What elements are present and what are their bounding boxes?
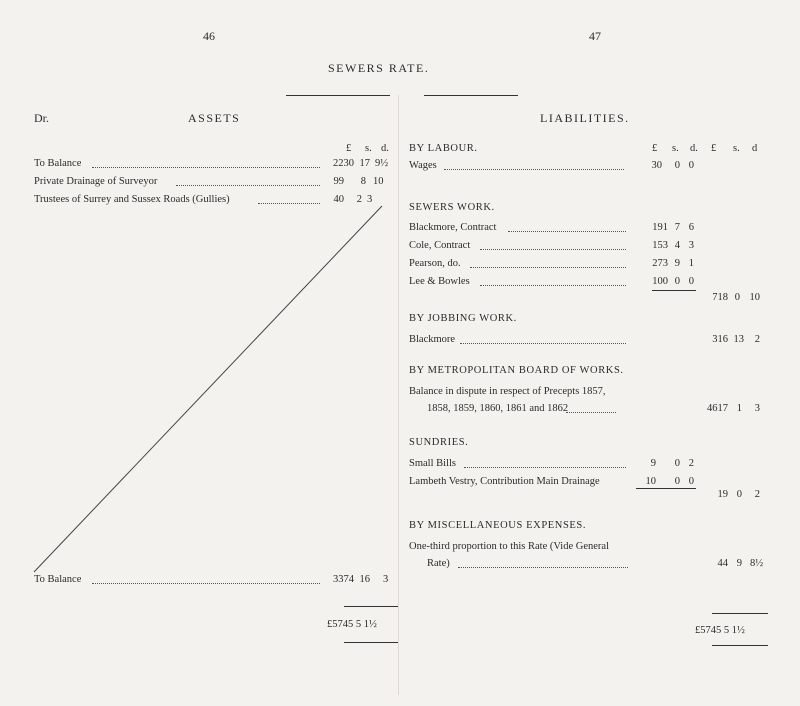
sewers-row-pounds: 191 (652, 222, 668, 233)
leader-dots (566, 412, 616, 413)
liabilities-total: £5745 5 1½ (695, 625, 745, 636)
asset-row-label: Private Drainage of Surveyor (34, 176, 158, 187)
leader-dots (92, 583, 320, 584)
assets-total: £5745 5 1½ (327, 619, 377, 630)
asset-row-shillings: 17 (359, 158, 370, 169)
sewers-total-pounds: 718 (712, 292, 728, 303)
right-page-number: 47 (589, 29, 601, 43)
sewers-total-shillings: 0 (734, 292, 740, 303)
sundries-row-label: Lambeth Vestry, Contribution Main Drainage (409, 476, 600, 487)
leader-dots (460, 343, 626, 344)
assets-shillings-header: s. (365, 143, 372, 154)
sundries-total-pence: 2 (754, 489, 760, 500)
metropolitan-line1: Balance in dispute in respect of Precepts 1857, (409, 386, 606, 397)
metropolitan-shillings: 1 (736, 403, 742, 414)
leader-dots (480, 285, 626, 286)
leader-dots (458, 567, 628, 568)
asset-row-pence: 10 (373, 176, 384, 187)
sundries-row-pence: 0 (688, 476, 694, 487)
liabilities-total-rule-bottom (712, 645, 768, 646)
jobbing-row-pence: 2 (754, 334, 760, 345)
sewers-row-pence: 0 (688, 276, 694, 287)
liab-pence2-header: d (752, 143, 758, 154)
sewers-subtotal-rule (652, 290, 696, 291)
leader-dots (464, 467, 626, 468)
sewers-total-pence: 10 (749, 292, 760, 303)
page-title: SEWERS RATE. (328, 61, 430, 75)
sewers-row-pounds: 273 (652, 258, 668, 269)
asset-row-pence: 3 (367, 194, 373, 205)
sewers-row-pounds: 100 (652, 276, 668, 287)
miscellaneous-heading: BY MISCELLANEOUS EXPENSES. (409, 520, 587, 531)
liab-pounds2-header: £ (711, 143, 717, 154)
liab-shillings-header: s. (672, 143, 679, 154)
leader-dots (508, 231, 626, 232)
jobbing-row-label: Blackmore (409, 334, 456, 345)
leader-dots (470, 267, 626, 268)
assets-pence-header: d. (381, 143, 389, 154)
sewers-row-shillings: 7 (674, 222, 680, 233)
sewers-row-pence: 3 (688, 240, 694, 251)
asset-row-label: Trustees of Surrey and Sussex Roads (Gullies) (34, 194, 230, 205)
assets-pounds-header: £ (346, 143, 352, 154)
miscellaneous-pounds: 44 (717, 558, 728, 569)
asset-closing-label: To Balance (34, 574, 82, 585)
labour-row-shillings: 0 (674, 160, 680, 171)
liabilities-heading: LIABILITIES. (540, 111, 630, 125)
assets-total-rule-bottom (344, 642, 398, 643)
dr-label: Dr. (34, 111, 49, 125)
liab-pence-header: d. (690, 143, 698, 154)
asset-row-shillings: 8 (360, 176, 366, 187)
labour-row-pence: 0 (688, 160, 694, 171)
leader-dots (480, 249, 626, 250)
metropolitan-pence: 3 (754, 403, 760, 414)
asset-row-pence: 9½ (375, 158, 389, 169)
sundries-row-pounds: 9 (650, 458, 656, 469)
asset-closing-shillings: 16 (359, 574, 370, 585)
asset-row-pounds: 2230 (333, 158, 354, 169)
left-page-number: 46 (203, 29, 215, 43)
sewers-row-pence: 1 (688, 258, 694, 269)
assets-heading: ASSETS (188, 111, 241, 125)
labour-row-label: Wages (409, 160, 437, 171)
asset-row-shillings: 2 (356, 194, 362, 205)
sundries-row-pounds: 10 (645, 476, 656, 487)
sundries-row-pence: 2 (688, 458, 694, 469)
asset-closing-pounds: 3374 (333, 574, 354, 585)
jobbing-row-pounds: 316 (712, 334, 728, 345)
jobbing-heading: BY JOBBING WORK. (409, 313, 517, 324)
liab-pounds-header: £ (652, 143, 658, 154)
miscellaneous-shillings: 9 (736, 558, 742, 569)
miscellaneous-line1: One-third proportion to this Rate (Vide General (409, 541, 609, 552)
jobbing-row-shillings: 13 (733, 334, 744, 345)
asset-row-pounds: 40 (333, 194, 344, 205)
metropolitan-line2: 1858, 1859, 1860, 1861 and 1862 (427, 403, 569, 414)
sewers-row-shillings: 0 (674, 276, 680, 287)
sewers-row-label: Blackmore, Contract (409, 222, 497, 233)
liab-shillings2-header: s. (733, 143, 740, 154)
sundries-total-shillings: 0 (736, 489, 742, 500)
sundries-row-shillings: 0 (674, 458, 680, 469)
sewers-row-label: Lee & Bowles (409, 276, 470, 287)
miscellaneous-pence: 8½ (750, 558, 764, 569)
sewers-row-shillings: 4 (674, 240, 680, 251)
asset-row-label: To Balance (34, 158, 82, 169)
sewers-row-label: Pearson, do. (409, 258, 461, 269)
asset-closing-pence: 3 (383, 574, 389, 585)
sundries-heading: SUNDRIES. (409, 437, 469, 448)
leader-dots (444, 169, 624, 170)
sewers-row-shillings: 9 (674, 258, 680, 269)
metropolitan-pounds: 4617 (707, 403, 728, 414)
metropolitan-heading: BY METROPOLITAN BOARD OF WORKS. (409, 365, 624, 376)
sundries-subtotal-rule (636, 488, 696, 489)
sundries-row-label: Small Bills (409, 458, 456, 469)
sundries-total-pounds: 19 (717, 489, 728, 500)
sewers-work-heading: SEWERS WORK. (409, 202, 495, 213)
sewers-row-pence: 6 (688, 222, 694, 233)
assets-total-rule-top (344, 606, 398, 607)
labour-heading: BY LABOUR. (409, 143, 478, 154)
sundries-row-shillings: 0 (674, 476, 680, 487)
labour-row-pounds: 30 (651, 160, 662, 171)
asset-row-pounds: 99 (333, 176, 344, 187)
liabilities-total-rule-top (712, 613, 768, 614)
miscellaneous-line2: Rate) (427, 558, 450, 569)
sewers-row-label: Cole, Contract (409, 240, 471, 251)
sewers-row-pounds: 153 (652, 240, 668, 251)
